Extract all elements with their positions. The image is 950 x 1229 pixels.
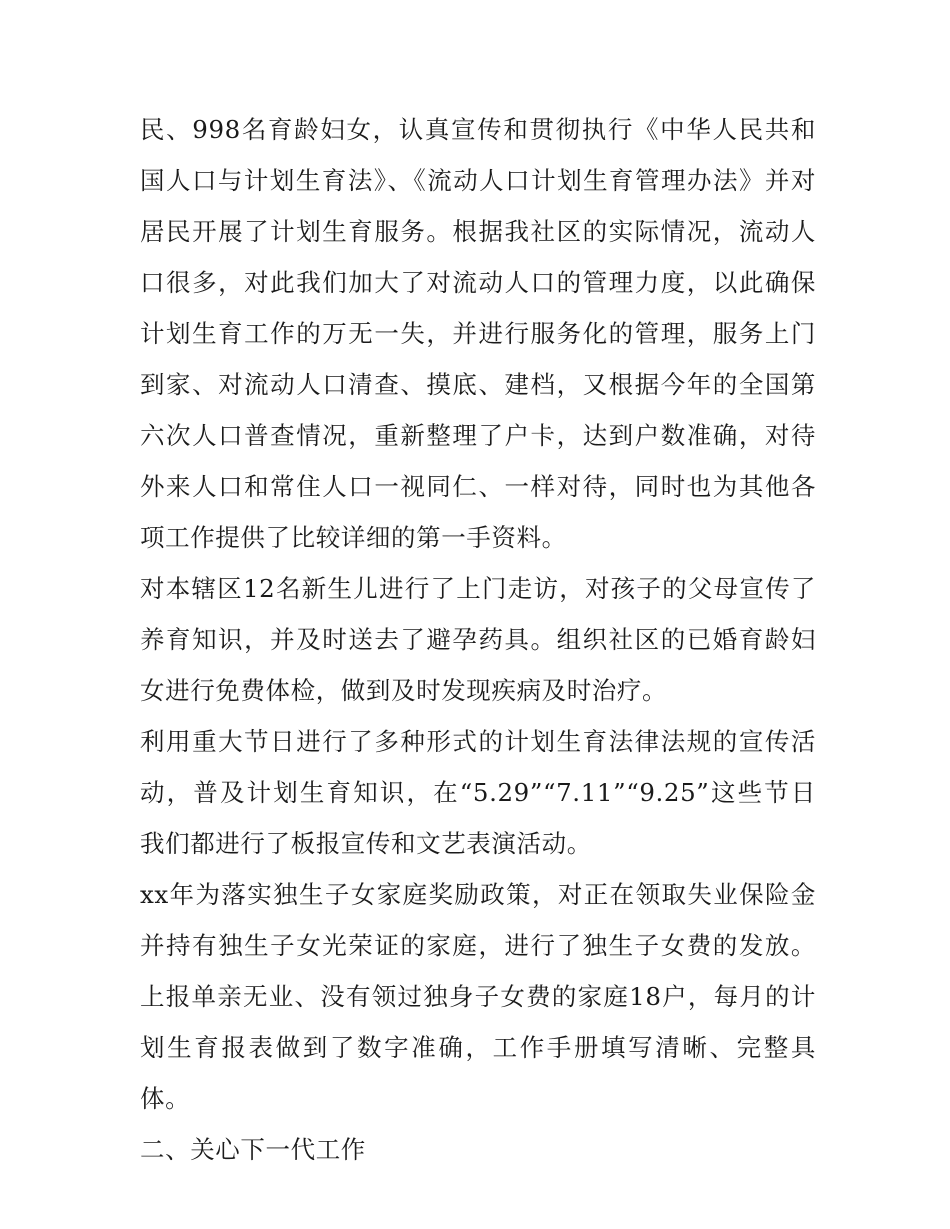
document-body — [140, 104, 816, 1175]
paragraph-family-planning-services: 民、998名育龄妇女，认真宣传和贯彻执行《中华人民共和国人口与计划生育法》、《流动人口计划生育管理办法》并对居民开展了计划生育服务。根据我社区的实际情况，流动人口很多，对此我们加大了对流动人口的管理力度，以此确保计划生育工作的万无一失，并进行服务化的管理，服务上门到家、对流动人口清查、摸底、建档，又根据今年的全国第六次人口普查情况，重新整理了户卡，达到户数准确，对待外来人口和常住人口一视同仁、一样对待，同时也为其他各项工作提供了比较详细的第一手资料。 — [140, 115, 816, 552]
paragraph-only-child-policy: xx年为落实独生子女家庭奖励政策，对正在领取失业保险金并持有独生子女光荣证的家庭，进行了独生子女费的发放。上报单亲无业、没有领过独身子女费的家庭18户，每月的计划生育报表做到了数字准确，工作手册填写清晰、完整具体。 — [140, 880, 816, 1113]
paragraph-newborn-visits: 对本辖区12名新生儿进行了上门走访，对孩子的父母宣传了养育知识，并及时送去了避孕药具。组织社区的已婚育龄妇女进行免费体检，做到及时发现疾病及时治疗。 — [140, 574, 816, 705]
section-heading-next-generation: 二、关心下一代工作 — [140, 1135, 366, 1164]
paragraph-holiday-campaigns: 利用重大节日进行了多种形式的计划生育法律法规的宣传活动，普及计划生育知识，在“5.29”“7.11”“9.25”这些节日我们都进行了板报宣传和文艺表演活动。 — [140, 727, 816, 858]
